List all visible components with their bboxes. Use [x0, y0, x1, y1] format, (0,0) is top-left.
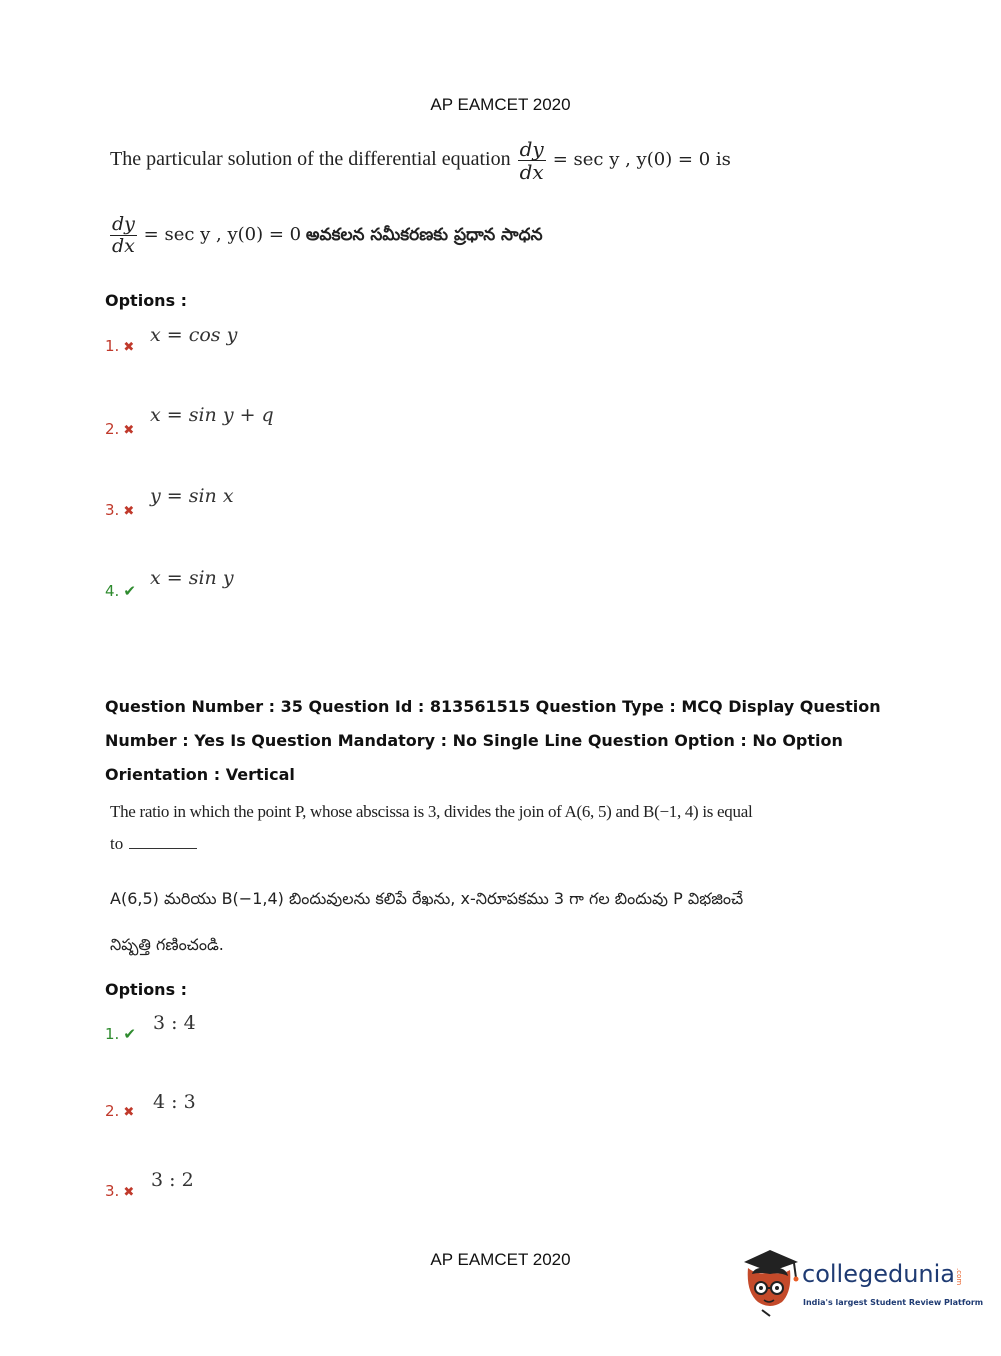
mascot-icon — [740, 1248, 802, 1318]
fraction-numerator: dy — [519, 137, 544, 161]
cross-icon: ✖ — [123, 504, 135, 519]
options-label-35: Options : — [105, 980, 188, 999]
option-1-35 — [105, 1025, 136, 1043]
option-2 — [105, 420, 134, 438]
page-header: AP EAMCET 2020 — [430, 95, 571, 114]
logo-suffix: .com — [955, 1268, 963, 1286]
logo-tagline: India's largest Student Review Platform — [803, 1298, 984, 1307]
fraction-dy-dx — [518, 138, 546, 183]
question-stem-text: The particular solution of the differential equation — [110, 148, 511, 171]
metadata-line-2: Number : Yes Is Question Mandatory : No Single Line Question Option : No Option — [105, 731, 843, 750]
option-3-35-text: 3 : 2 — [151, 1169, 194, 1191]
option-number: 2. — [105, 1102, 120, 1120]
equation-rhs: = sec y , y(0) = 0 is — [552, 149, 731, 171]
telugu-line-1: A(6,5) మరియు B(−1,4) బిందువులను కలిపే రేఖను, x-నిరూపకము 3 గా గల బిందువు P విభజించే — [110, 889, 744, 908]
cross-icon: ✖ — [123, 1105, 135, 1120]
cross-icon: ✖ — [123, 1185, 135, 1200]
option-3-text: y = sin x — [150, 485, 234, 507]
option-1-35-text: 3 : 4 — [153, 1012, 196, 1034]
option-3 — [105, 501, 134, 519]
check-icon: ✔ — [123, 1025, 136, 1043]
option-2-35 — [105, 1102, 134, 1120]
option-1 — [105, 337, 134, 355]
option-4 — [105, 582, 136, 600]
metadata-line-1: Question Number : 35 Question Id : 813561515 Question Type : MCQ Display Question — [105, 697, 881, 716]
telugu-line-2: నిష్పత్తి గణించండి. — [110, 935, 224, 954]
option-4-text: x = sin y — [150, 567, 234, 589]
question-metadata — [105, 690, 885, 792]
option-2-text: x = sin y + q — [150, 404, 274, 426]
option-number: 4. — [105, 582, 120, 600]
stem-to: to — [110, 834, 124, 853]
fraction-dy-dx-telugu — [110, 214, 137, 257]
check-icon: ✔ — [123, 582, 136, 600]
fraction-numerator: dy — [112, 213, 135, 235]
telugu-text: అవకలన సమీకరణకు ప్రధాన సాధన — [305, 224, 543, 245]
cross-icon: ✖ — [123, 340, 135, 355]
fraction-denominator: dx — [112, 234, 135, 257]
question-stem-35-line2 — [110, 834, 197, 854]
collegedunia-logo — [740, 1248, 984, 1318]
option-number: 3. — [105, 501, 120, 519]
option-number: 3. — [105, 1182, 120, 1200]
cross-icon: ✖ — [123, 423, 135, 438]
option-2-35-text: 4 : 3 — [153, 1091, 196, 1113]
logo-name: collegedunia — [802, 1260, 956, 1288]
answer-blank — [129, 848, 197, 849]
question-stem-telugu — [108, 214, 543, 257]
option-3-35 — [105, 1182, 134, 1200]
question-stem-35: The ratio in which the point P, whose abscissa is 3, divides the join of A(6, 5) and B(−1, 4) is equal — [110, 802, 753, 821]
equation-rhs-telugu: = sec y , y(0) = 0 — [143, 223, 302, 245]
option-number: 2. — [105, 420, 120, 438]
page-footer: AP EAMCET 2020 — [430, 1250, 571, 1269]
fraction-denominator: dx — [519, 160, 544, 184]
options-label: Options : — [105, 291, 188, 310]
question-stem — [110, 138, 731, 183]
metadata-line-3: Orientation : Vertical — [105, 765, 295, 784]
option-1-text: x = cos y — [150, 324, 238, 346]
option-number: 1. — [105, 337, 120, 355]
option-number: 1. — [105, 1025, 120, 1043]
